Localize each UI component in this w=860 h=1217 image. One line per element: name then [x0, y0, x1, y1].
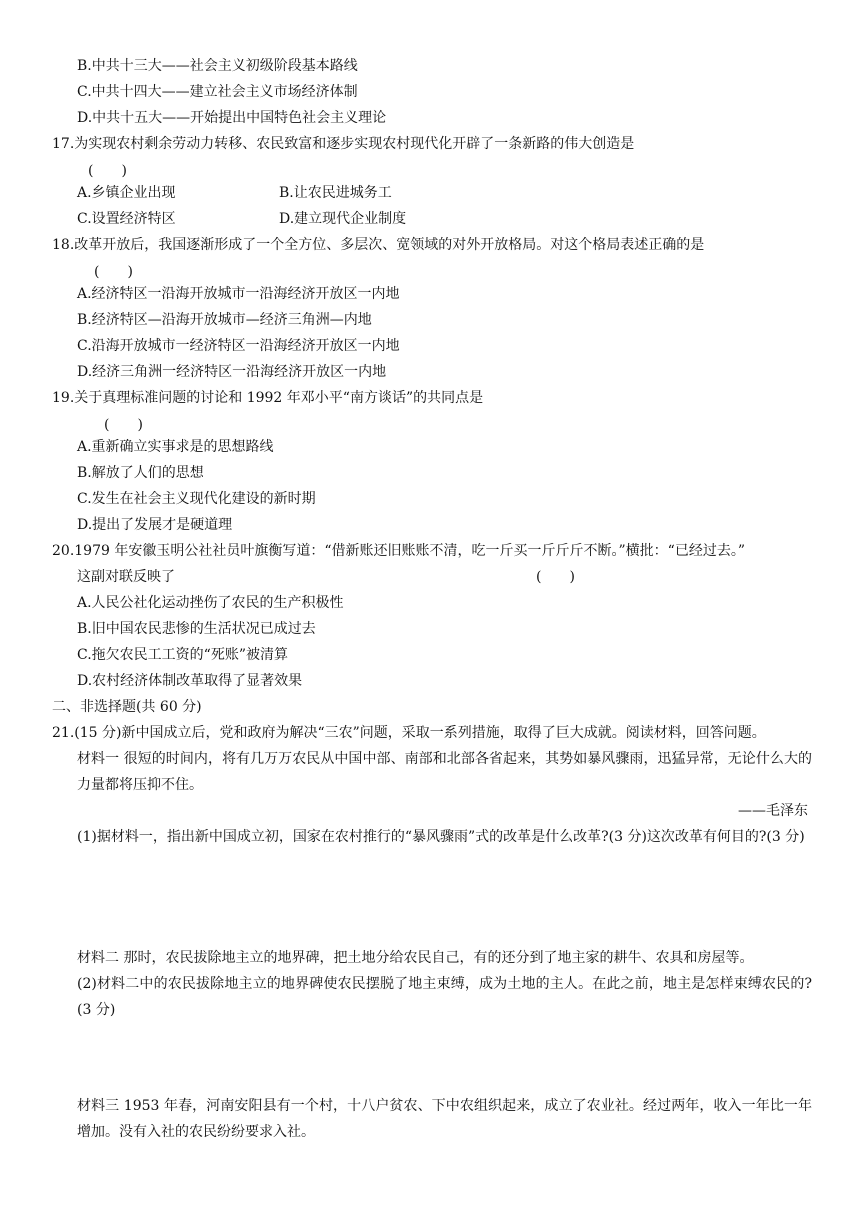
q16-option-b: B.中共十三大——社会主义初级阶段基本路线	[77, 58, 358, 74]
q18-option-a: A.经济特区一沿海开放城市一沿海经济开放区一内地	[77, 286, 400, 302]
q18-answer-paren: ( )	[94, 264, 133, 280]
q18-stem: 18.改革开放后，我国逐渐形成了一个全方位、多层次、宽领域的对外开放格局。对这个格局表述正确的是	[52, 237, 705, 253]
q21-subquestion-1: (1)据材料一，指出新中国成立初，国家在农村推行的“暴风骤雨”式的改革是什么改革?(3 分)这次改革有何目的?(3 分)	[77, 829, 805, 845]
q16-option-c: C.中共十四大——建立社会主义市场经济体制	[77, 84, 358, 100]
q17-option-c: C.设置经济特区	[77, 211, 176, 227]
q20-stem: 20.1979 年安徽玉明公社社员叶旗衡写道：“借新账还旧账账不清，吃一斤买一斤斤斤不断。”横批：“已经过去。”	[52, 543, 745, 559]
q21-subquestion-2: (2)材料二中的农民拔除地主立的地界碑使农民摆脱了地主束缚，成为土地的主人。在此之前，地主是怎样束缚农民的?(3 分)	[77, 976, 812, 1018]
section-heading: 二、非选择题(共 60 分)	[52, 699, 202, 715]
q20-option-b: B.旧中国农民悲惨的生活状况已成过去	[77, 621, 316, 637]
q20-answer-paren: ( )	[536, 569, 575, 585]
q19-stem: 19.关于真理标准问题的讨论和 1992 年邓小平“南方谈话”的共同点是	[52, 390, 484, 406]
q19-option-a: A.重新确立实事求是的思想路线	[77, 439, 274, 455]
q19-option-b: B.解放了人们的思想	[77, 465, 204, 481]
q17-stem: 17.为实现农村剩余劳动力转移、农民致富和逐步实现农村现代化开辟了一条新路的伟大创造是	[52, 136, 635, 152]
q17-option-d: D.建立现代企业制度	[279, 211, 407, 227]
q21-material-2: 材料二 那时，农民拔除地主立的地界碑，把土地分给农民自己，有的还分到了地主家的耕牛、农具和房屋等。	[77, 950, 754, 966]
q19-option-d: D.提出了发展才是硬道理	[77, 517, 233, 533]
q17-option-b: B.让农民进城务工	[279, 185, 392, 201]
q19-option-c: C.发生在社会主义现代化建设的新时期	[77, 491, 316, 507]
q21-material-1: 材料一 很短的时间内，将有几万万农民从中国中部、南部和北部各省起来，其势如暴风骤雨，迅猛异常，无论什么大的力量都将压抑不住。	[77, 751, 812, 793]
q20-stem-continued: 这副对联反映了	[77, 569, 175, 585]
q20-option-a: A.人民公社化运动挫伤了农民的生产积极性	[77, 595, 344, 611]
q18-option-d: D.经济三角洲一经济特区一沿海经济开放区一内地	[77, 364, 387, 380]
q20-option-c: C.拖欠农民工工资的“死账”被清算	[77, 647, 288, 663]
q21-material-1-source: ——毛泽东	[738, 803, 808, 819]
q16-option-d: D.中共十五大——开始提出中国特色社会主义理论	[77, 110, 387, 126]
q17-answer-paren: ( )	[88, 163, 127, 179]
q20-option-d: D.农村经济体制改革取得了显著效果	[77, 673, 303, 689]
q21-material-3: 材料三 1953 年春，河南安阳县有一个村，十八户贫农、下中农组织起来，成立了农业社。经过两年，收入一年比一年增加。没有入社的农民纷纷要求入社。	[77, 1098, 812, 1140]
q21-stem: 21.(15 分)新中国成立后，党和政府为解决“三农”问题，采取一系列措施，取得了巨大成就。阅读材料，回答问题。	[52, 725, 766, 741]
q18-option-b: B.经济特区—沿海开放城市—经济三角洲—内地	[77, 312, 372, 328]
q19-answer-paren: ( )	[104, 417, 143, 433]
q17-option-a: A.乡镇企业出现	[77, 185, 176, 201]
q18-option-c: C.沿海开放城市一经济特区一沿海经济开放区一内地	[77, 338, 400, 354]
